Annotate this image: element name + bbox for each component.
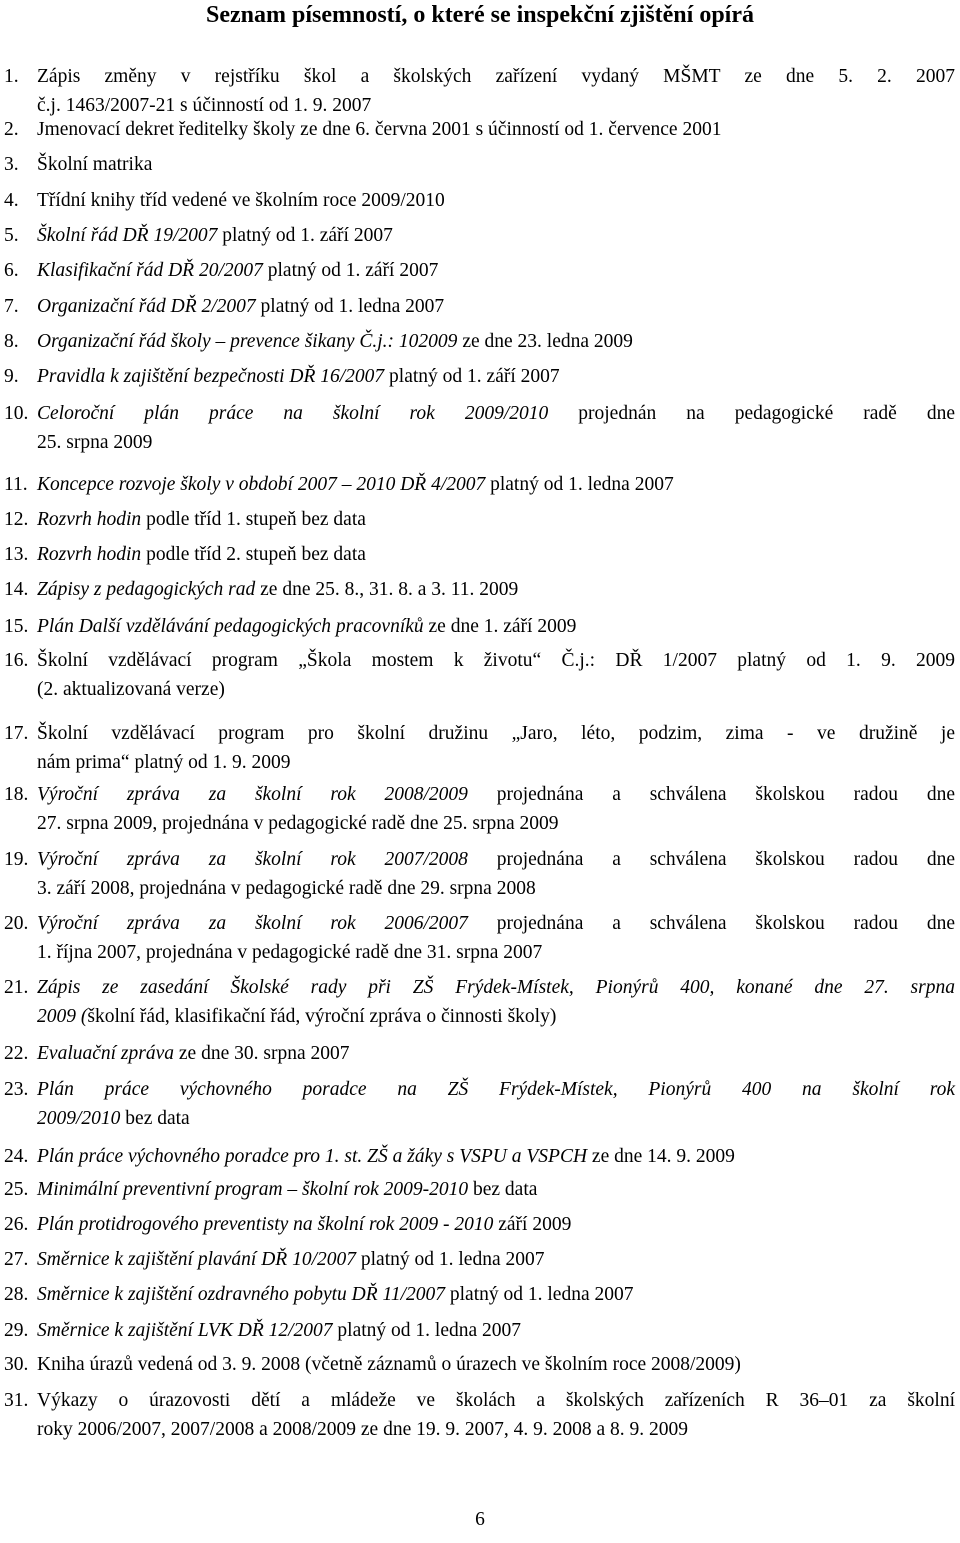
list-item-number: 8. [4,331,19,352]
list-item-line [37,780,955,809]
italic-text: Zápis ze zasedání Školské rady při ZŠ Frýdek-Místek, Pionýrů 400, konané dne 27. srpna [37,977,955,998]
list-item-number: 31. [4,1390,29,1411]
list-item-number: 18. [4,784,29,805]
list-item-line [37,1075,955,1104]
list-item [0,292,960,321]
italic-text: Plán protidrogového preventisty na školní rok 2009 - 2010 [37,1214,494,1235]
italic-text: Plán práce výchovného poradce pro 1. st. ZŠ a žáky s VSPU a VSPCH [37,1146,588,1167]
list-item-line [37,845,955,874]
plain-text: projednána a schválena školskou radou dne [467,913,955,934]
list-item-line [37,186,955,215]
list-item-line [37,809,955,838]
list-item [0,909,960,967]
list-item-text [37,1142,955,1171]
list-item-text [37,612,955,641]
list-item-line [37,874,955,903]
plain-text: 1. října 2007, projednána v pedagogické radě dne 31. srpna 2007 [37,942,543,963]
plain-text: 3. září 2008, projednána v pedagogické radě dne 29. srpna 2008 [37,878,536,899]
plain-text: platný od 1. ledna 2007 [445,1284,634,1305]
list-item-line [37,256,955,285]
list-item-line [37,1142,955,1171]
list-item [0,575,960,604]
list-item-number: 25. [4,1179,29,1200]
list-item [0,256,960,285]
list-item [0,540,960,569]
italic-text: Pravidla k zajištění bezpečnosti DŘ 16/2007 [37,366,385,387]
plain-text: 27. srpna 2009, projednána v pedagogické radě dne 25. srpna 2009 [37,813,559,834]
list-item-line [37,115,955,144]
italic-text: Organizační řád školy – prevence šikany Č.j.: 102009 [37,331,458,352]
list-item [0,399,960,457]
list-item-number: 22. [4,1043,29,1064]
plain-text: projednán na pedagogické radě dne [548,403,955,424]
list-item-text [37,719,955,777]
plain-text: Jmenovací dekret ředitelky školy ze dne 6. června 2001 s účinností od 1. července 2001 [37,119,722,140]
list-item-line [37,1280,955,1309]
list-item-text [37,470,955,499]
list-item-line [37,1316,955,1345]
list-item-text [37,575,955,604]
list-item-text [37,505,955,534]
list-item-text [37,845,955,903]
italic-text: Koncepce rozvoje školy v období 2007 – 2010 DŘ 4/2007 [37,474,486,495]
list-item-text [37,186,955,215]
list-item-text [37,327,955,356]
plain-text: projednána a schválena školskou radou dne [467,849,955,870]
list-item-line [37,748,955,777]
list-item [0,1210,960,1239]
list-item-line [37,1350,955,1379]
italic-text: Směrnice k zajištění LVK DŘ 12/2007 [37,1320,333,1341]
list-item-line [37,1415,955,1444]
list-item-text [37,1350,955,1379]
list-item-number: 28. [4,1284,29,1305]
list-item [0,1350,960,1379]
italic-text: Výroční zpráva za školní rok 2008/2009 [37,784,468,805]
list-item-number: 21. [4,977,29,998]
list-item [0,780,960,838]
list-item-line [37,1039,955,1068]
list-item-number: 14. [4,579,29,600]
plain-text: září 2009 [493,1214,572,1235]
plain-text: Třídní knihy tříd vedené ve školním roce 2009/2010 [37,190,445,211]
list-item-line [37,221,955,250]
list-item-line [37,1002,955,1031]
list-item [0,221,960,250]
list-item-line [37,1104,955,1133]
plain-text: Školní matrika [37,154,153,175]
plain-text: nám prima“ platný od 1. 9. 2009 [37,752,291,773]
list-item-line [37,428,955,457]
list-item-number: 27. [4,1249,29,1270]
list-item-line [37,505,955,534]
list-item-text [37,150,955,179]
plain-text: ze dne 23. ledna 2009 [457,331,633,352]
list-item-line [37,938,955,967]
document-title: Seznam písemností, o které se inspekční zjištění opírá [206,2,754,28]
list-item-text [37,646,955,704]
list-item-number: 20. [4,913,29,934]
italic-text: 2009 ( [37,1006,88,1027]
list-item [0,1245,960,1274]
list-item-line [37,362,955,391]
list-item-text [37,1316,955,1345]
italic-text: Směrnice k zajištění plavání DŘ 10/2007 [37,1249,356,1270]
list-item-text [37,1075,955,1133]
list-item-line [37,575,955,604]
list-item [0,1039,960,1068]
list-item-number: 9. [4,366,19,387]
plain-text: ze dne 25. 8., 31. 8. a 3. 11. 2009 [255,579,519,600]
italic-text: Výroční zpráva za školní rok 2007/2008 [37,849,468,870]
italic-text: Celoroční plán práce na školní rok 2009/2010 [37,403,549,424]
italic-text: 2009/2010 [37,1108,121,1129]
list-item-text [37,62,955,120]
list-item [0,845,960,903]
plain-text: ze dne 14. 9. 2009 [587,1146,735,1167]
plain-text: podle tříd 2. stupeň bez data [141,544,366,565]
list-item-number: 15. [4,616,29,637]
plain-text: bez data [468,1179,538,1200]
list-item-number: 6. [4,260,19,281]
list-item [0,1386,960,1444]
list-item [0,115,960,144]
plain-text: Školní vzdělávací program „Škola mostem k životu“ Č.j.: DŘ 1/2007 platný od 1. 9. 2009 [37,650,955,671]
list-item-number: 17. [4,723,29,744]
list-item [0,505,960,534]
list-item-number: 10. [4,403,29,424]
list-item-number: 4. [4,190,19,211]
list-item-text [37,256,955,285]
list-item [0,186,960,215]
list-item-line [37,1175,955,1204]
plain-text: ze dne 30. srpna 2007 [174,1043,350,1064]
list-item-line [37,292,955,321]
list-item-number: 2. [4,119,19,140]
italic-text: Rozvrh hodin [37,509,142,530]
list-item-text [37,399,955,457]
italic-text: Evaluační zpráva [37,1043,175,1064]
plain-text: ze dne 1. září 2009 [423,616,577,637]
plain-text: platný od 1. ledna 2007 [255,296,445,317]
list-item-text [37,1280,955,1309]
list-item [0,1280,960,1309]
italic-text: Minimální preventivní program – školní rok 2009-2010 [37,1179,469,1200]
italic-text: Organizační řád DŘ 2/2007 [37,296,256,317]
list-item-line [37,675,955,704]
italic-text: Výroční zpráva za školní rok 2006/2007 [37,913,468,934]
list-item-text [37,221,955,250]
list-item-text [37,1210,955,1239]
list-item [0,327,960,356]
list-item-line [37,62,955,91]
plain-text: (2. aktualizovaná verze) [37,679,225,700]
list-item-number: 29. [4,1320,29,1341]
list-item [0,973,960,1031]
list-item-number: 19. [4,849,29,870]
list-item-text [37,292,955,321]
list-item-text [37,909,955,967]
list-item-number: 5. [4,225,19,246]
list-item [0,1316,960,1345]
list-item [0,719,960,777]
list-item-number: 13. [4,544,29,565]
plain-text: platný od 1. září 2007 [217,225,393,246]
list-item-line [37,612,955,641]
list-item-text [37,780,955,838]
plain-text: platný od 1. ledna 2007 [356,1249,545,1270]
list-item-number: 30. [4,1354,29,1375]
plain-text: č.j. 1463/2007-21 s účinností od 1. 9. 2007 [37,95,372,116]
list-item-line [37,719,955,748]
italic-text: Zápisy z pedagogických rad [37,579,256,600]
list-item-line [37,973,955,1002]
list-item-line [37,1386,955,1415]
list-item-number: 3. [4,154,19,175]
list-item-line [37,399,955,428]
plain-text: podle tříd 1. stupeň bez data [141,509,366,530]
list-item-number: 7. [4,296,19,317]
list-item [0,1075,960,1133]
list-item [0,362,960,391]
list-item-text [37,1386,955,1444]
plain-text: Kniha úrazů vedená od 3. 9. 2008 (včetně záznamů o úrazech ve školním roce 2008/2009) [37,1354,741,1375]
plain-text: 25. srpna 2009 [37,432,153,453]
list-item-text [37,1245,955,1274]
italic-text: Školní řád DŘ 19/2007 [37,225,218,246]
plain-text: bez data [120,1108,190,1129]
plain-text: platný od 1. září 2007 [384,366,560,387]
plain-text: Výkazy o úrazovosti dětí a mládeže ve školách a školských zařízeních R 36–01 za školní [37,1390,955,1411]
list-item-text [37,973,955,1031]
list-item-line [37,327,955,356]
list-item [0,1142,960,1171]
plain-text: projednána a schválena školskou radou dne [467,784,955,805]
list-item-number: 1. [4,66,19,87]
list-item-number: 24. [4,1146,29,1167]
list-item-text [37,1175,955,1204]
list-item-line [37,470,955,499]
list-item-line [37,1210,955,1239]
list-item [0,470,960,499]
list-item-text [37,540,955,569]
plain-text: Školní vzdělávací program pro školní družinu „Jaro, léto, podzim, zima - ve družině je [37,723,955,744]
plain-text: platný od 1. září 2007 [262,260,439,281]
list-item-text [37,1039,955,1068]
page-number: 6 [475,1509,485,1530]
plain-text: školní řád, klasifikační řád, výroční zpráva o činnosti školy) [87,1006,557,1027]
italic-text: Klasifikační řád DŘ 20/2007 [37,260,263,281]
list-item-text [37,362,955,391]
list-item-line [37,646,955,675]
list-item-number: 11. [4,474,28,495]
list-item [0,62,960,120]
list-item-number: 26. [4,1214,29,1235]
list-item [0,150,960,179]
plain-text: Zápis změny v rejstříku škol a školských zařízení vydaný MŠMT ze dne 5. 2. 2007 [37,66,955,87]
list-item [0,646,960,704]
plain-text: platný od 1. ledna 2007 [332,1320,522,1341]
list-item-line [37,1245,955,1274]
list-item-number: 16. [4,650,29,671]
list-item-line [37,540,955,569]
list-item-line [37,909,955,938]
italic-text: Směrnice k zajištění ozdravného pobytu DŘ 11/2007 [37,1284,445,1305]
list-item [0,612,960,641]
list-item-number: 12. [4,509,29,530]
italic-text: Plán práce výchovného poradce na ZŠ Frýdek-Místek, Pionýrů 400 na školní rok [37,1079,955,1100]
list-item-number: 23. [4,1079,29,1100]
plain-text: roky 2006/2007, 2007/2008 a 2008/2009 ze dne 19. 9. 2007, 4. 9. 2008 a 8. 9. 2009 [37,1419,689,1440]
italic-text: Plán Další vzdělávání pedagogických pracovníků [37,616,424,637]
plain-text: platný od 1. ledna 2007 [485,474,674,495]
list-item-line [37,150,955,179]
italic-text: Rozvrh hodin [37,544,142,565]
list-item-text [37,115,955,144]
list-item [0,1175,960,1204]
